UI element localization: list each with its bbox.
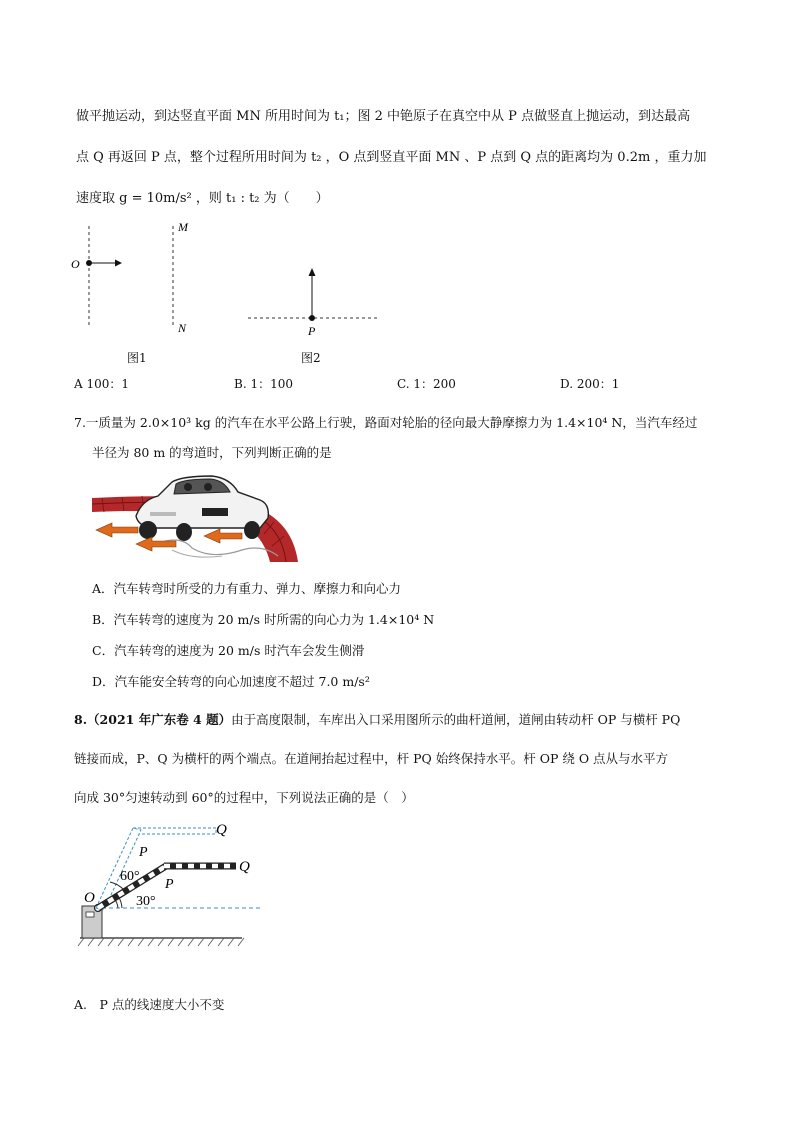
fig1-label-M: M: [178, 220, 188, 234]
option-letter: D.: [560, 377, 574, 391]
q7-option-c[interactable]: C．汽车转弯的速度为 20 m/s 时汽车会发生侧滑: [92, 643, 365, 658]
barrier-gate-diagram: [76, 814, 276, 948]
figure-1-caption: 图1: [127, 351, 147, 365]
q6-line-1: 做平抛运动，到达竖直平面 MN 所用时间为 t₁；图 2 中铯原子在真空中从 P 点做竖直上抛运动，到达最高: [76, 109, 691, 124]
q6-option-d[interactable]: [560, 375, 619, 392]
figure-1-diagram: [60, 218, 210, 348]
q7-option-a[interactable]: A．汽车转弯时所受的力有重力、弹力、摩擦力和向心力: [92, 581, 402, 596]
fig1-label-O: O: [71, 257, 80, 271]
fig1-label-N: N: [178, 321, 187, 335]
q7-option-d[interactable]: D．汽车能安全转弯的向心加速度不超过 7.0 m/s²: [92, 674, 370, 689]
option-text: 1：200: [413, 377, 456, 391]
fig2-label-P: P: [308, 324, 316, 338]
q6-option-c[interactable]: [397, 375, 456, 392]
q6-line-2: 点 Q 再返回 P 点，整个过程所用时间为 t₂ ，O 点到竖直平面 MN 、P 点到 Q 点的距离均为 0.2m ，重力加: [76, 150, 707, 165]
option-text: 200：1: [576, 377, 620, 391]
gate-label-O: O: [84, 890, 95, 906]
gate-angle-60: 60°: [120, 869, 140, 884]
q8-line-1-text: 由于高度限制，车库出入口采用图所示的曲杆道闸，道闸由转动杆 OP 与横杆 PQ: [231, 712, 681, 727]
q8-option-a[interactable]: A. P 点的线速度大小不变: [74, 997, 225, 1012]
q7-line-1: 7.一质量为 2.0×10³ kg 的汽车在水平公路上行驶，路面对轮胎的径向最大静摩擦力为 1.4×10⁴ N，当汽车经过: [74, 415, 698, 430]
gate-label-Q-lower: Q: [239, 859, 250, 875]
gate-label-Q-upper: Q: [216, 822, 227, 838]
option-text: 100：1: [86, 377, 130, 391]
figure-2-diagram: [240, 262, 390, 342]
option-letter: C.: [397, 377, 410, 391]
car-turning-illustration: [92, 470, 300, 566]
q6-option-b[interactable]: [234, 375, 293, 392]
option-letter: B.: [234, 377, 247, 391]
figure-2-caption: 图2: [301, 351, 321, 365]
q8-line-1: [74, 710, 680, 730]
q7-option-b[interactable]: B．汽车转弯的速度为 20 m/s 时所需的向心力为 1.4×10⁴ N: [92, 612, 435, 627]
q8-line-3: 向成 30°匀速转动到 60°的过程中，下列说法正确的是（ ）: [74, 790, 414, 805]
q8-line-2: 链接而成，P、Q 为横杆的两个端点。在道闸抬起过程中，杆 PQ 始终保持水平。杆 OP 绕 O 点从与水平方: [74, 751, 669, 766]
q6-option-a[interactable]: [74, 375, 129, 392]
q6-line-3: 速度取 g = 10m/s² ，则 t₁ : t₂ 为（ ）: [76, 191, 329, 206]
gate-angle-30: 30°: [136, 894, 156, 909]
q7-line-2: 半径为 80 m 的弯道时，下列判断正确的是: [92, 445, 332, 460]
gate-label-P-lower: P: [165, 877, 174, 892]
option-letter: A: [74, 377, 83, 391]
q8-source: 8.（2021 年广东卷 4 题）: [74, 712, 232, 727]
gate-label-P-upper: P: [139, 845, 148, 860]
option-text: 1：100: [250, 377, 294, 391]
